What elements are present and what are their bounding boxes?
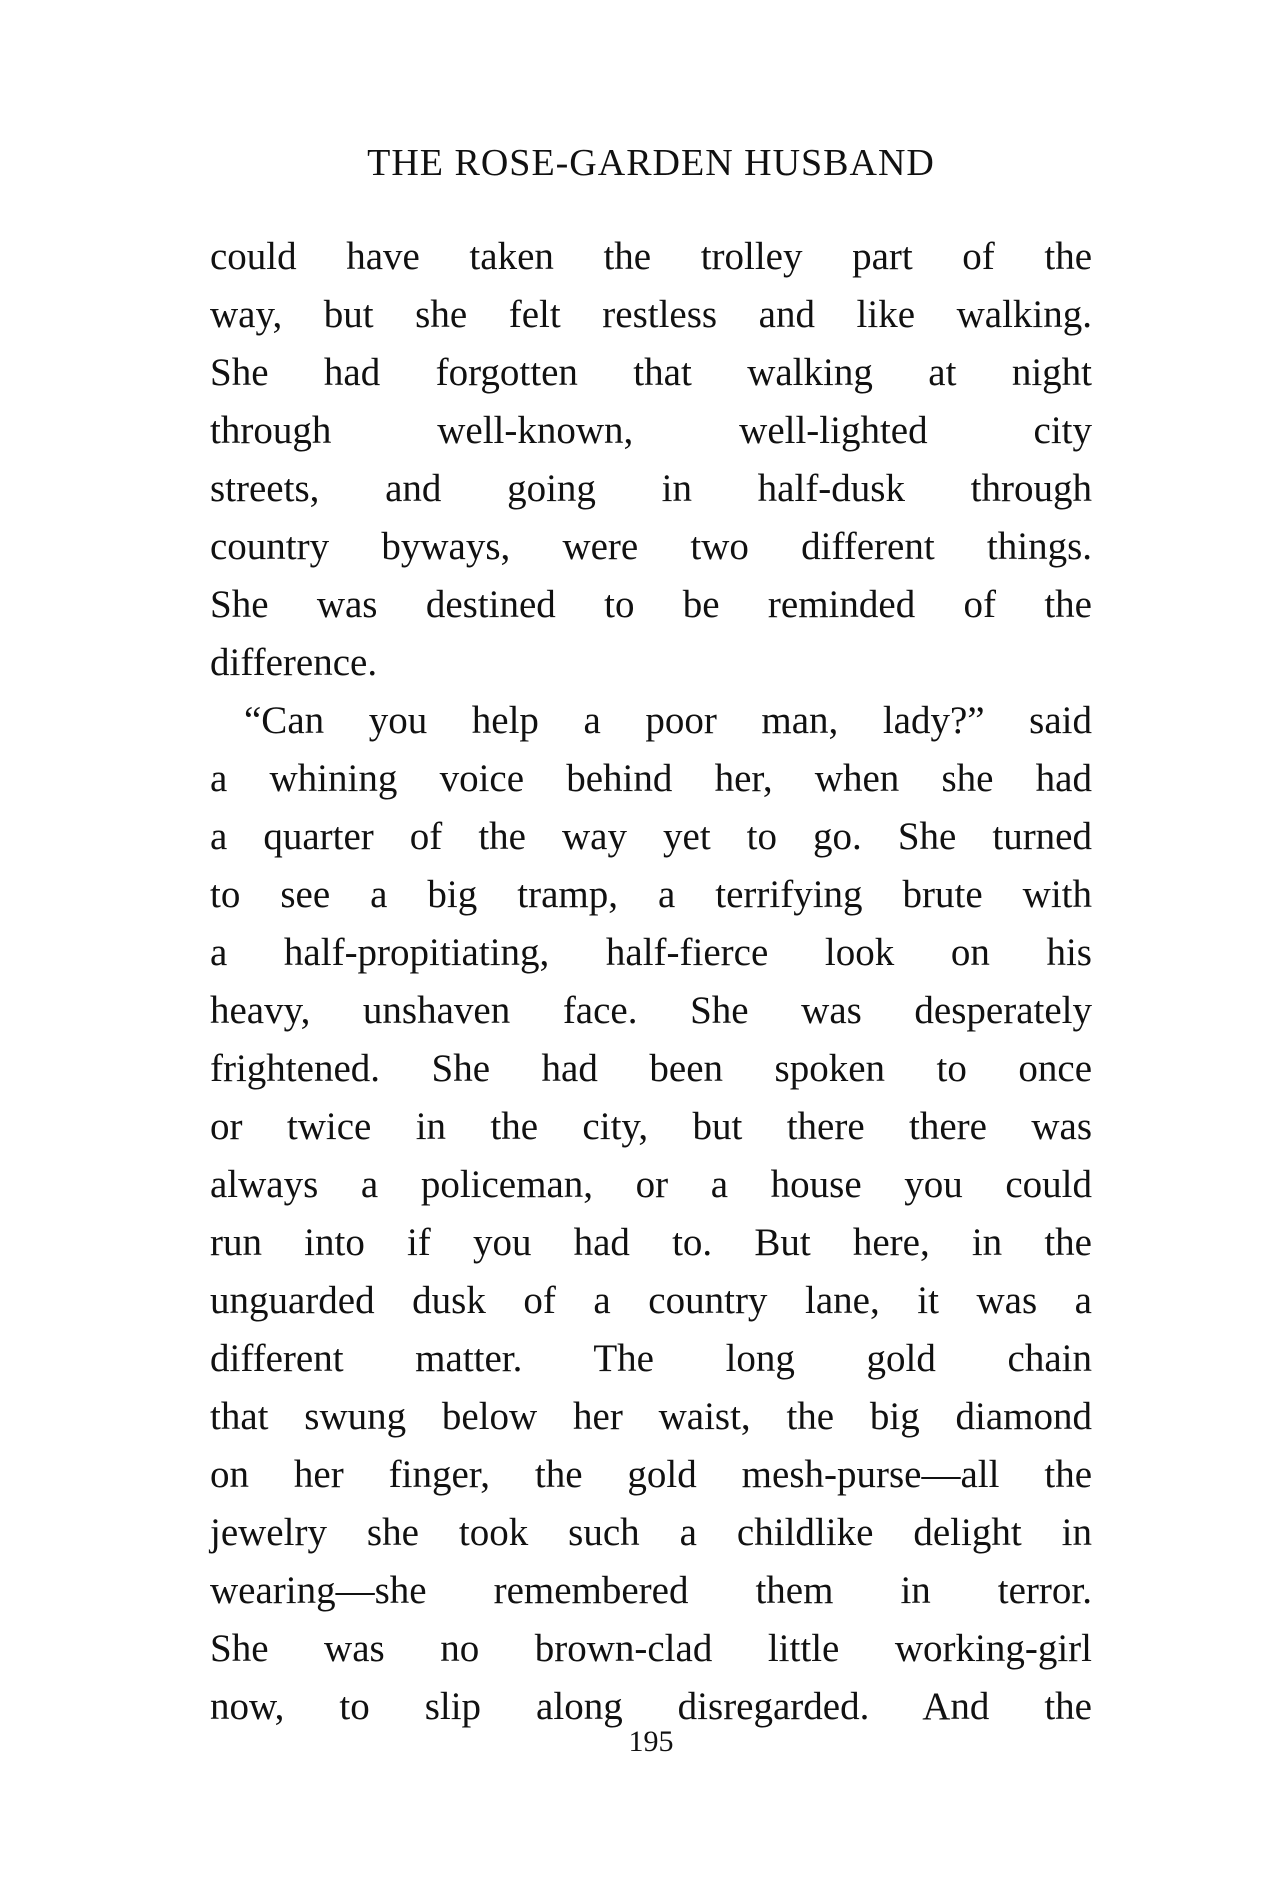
text-line: She was no brown-clad little working-girl [210,1627,1092,1670]
text-line: a quarter of the way yet to go. She turned [210,815,1092,858]
text-line: She had forgotten that walking at night [210,351,1092,394]
text-line: unguarded dusk of a country lane, it was a [210,1279,1092,1322]
text-line: run into if you had to. But here, in the [210,1221,1092,1264]
text-line: She was destined to be reminded of the [210,583,1092,626]
text-line: or twice in the city, but there there was [210,1105,1092,1148]
text-line: always a policeman, or a house you could [210,1163,1092,1206]
text-line: frightened. She had been spoken to once [210,1047,1092,1090]
text-line: wearing—she remembered them in terror. [210,1569,1092,1612]
text-line: different matter. The long gold chain [210,1337,1092,1380]
text-line: jewelry she took such a childlike delight in [210,1511,1092,1554]
text-line: now, to slip along disregarded. And the [210,1685,1092,1728]
running-head: THE ROSE-GARDEN HUSBAND [367,142,935,184]
text-line: on her finger, the gold mesh-purse—all the [210,1453,1092,1496]
text-line: to see a big tramp, a terrifying brute with [210,873,1092,916]
text-line: that swung below her waist, the big diamond [210,1395,1092,1438]
text-line: a half-propitiating, half-fierce look on his [210,931,1092,974]
page-number: 195 [628,1725,674,1758]
text-line: could have taken the trolley part of the [210,235,1092,278]
text-line: streets, and going in half-dusk through [210,467,1092,510]
text-line: difference. [210,641,378,684]
text-line: heavy, unshaven face. She was desperately [210,989,1092,1032]
text-line: country byways, were two different things. [210,525,1092,568]
text-line: way, but she felt restless and like walking. [210,293,1092,336]
body-text [210,228,1092,1736]
text-line: a whining voice behind her, when she had [210,757,1092,800]
text-line: “Can you help a poor man, lady?” said [244,699,1092,742]
text-line: through well-known, well-lighted city [210,409,1092,452]
